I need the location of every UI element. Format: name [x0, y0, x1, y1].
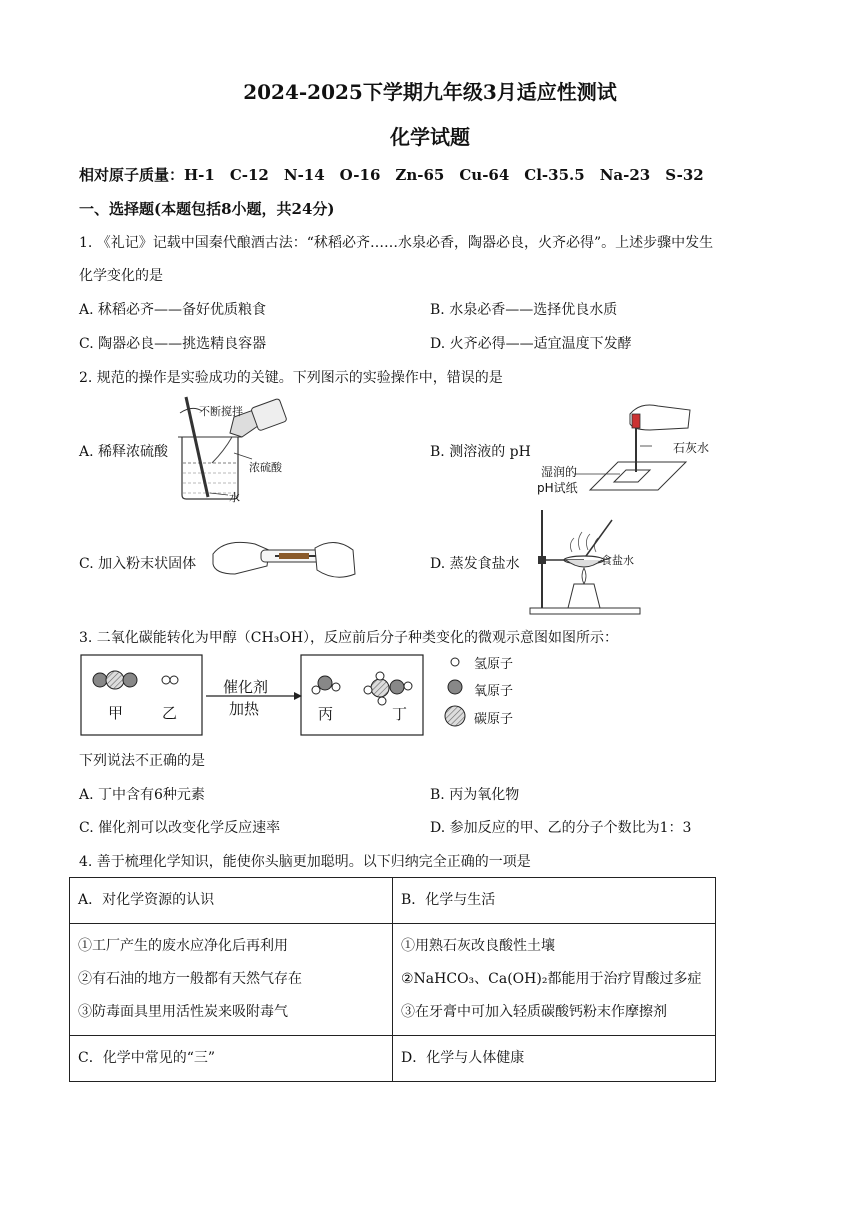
list-item: ①工厂产生的废水应净化后再利用 [78, 938, 288, 954]
fig-a-stir-label: 不断搅拌 [199, 405, 243, 418]
q3-option-d: D. 参加反应的甲、乙的分子个数比为1：3 [430, 820, 692, 836]
q1-option-d: D. 火齐必得——适宜温度下发酵 [430, 336, 632, 352]
label-yi: 乙 [162, 704, 178, 722]
q4-cell-b-items [393, 924, 716, 1036]
fig-b-paper-label: pH试纸 [537, 481, 578, 495]
label-bing: 丙 [318, 705, 334, 723]
label-heat: 加热 [229, 700, 260, 718]
q4-cell-d-head: D．化学与人体健康 [393, 1036, 716, 1082]
figure-add-powder [205, 530, 360, 590]
q1-option-c: C. 陶器必良——挑选精良容器 [79, 336, 267, 352]
q3-lead: 下列说法不正确的是 [79, 753, 205, 769]
q3-option-b: B. 丙为氧化物 [430, 787, 520, 803]
q4-cell-a-head: A．对化学资源的认识 [70, 878, 393, 924]
fig-b-wet-label: 湿润的 [541, 465, 578, 479]
section-heading: 一、选择题(本题包括8小题，共24分) [79, 200, 335, 218]
q2-stem: 2. 规范的操作是实验成功的关键。下列图示的实验操作中，错误的是 [79, 370, 503, 386]
label-catalyst: 催化剂 [223, 678, 269, 696]
q4-table [69, 877, 716, 1082]
q2-option-b: B. 测溶液的 pH [430, 444, 531, 460]
q3-option-a: A. 丁中含有6种元素 [79, 787, 205, 803]
page-subtitle: 化学试题 [390, 125, 470, 149]
q3-stem: 3. 二氧化碳能转化为甲醇（CH₃OH），反应前后分子种类变化的微观示意图如图所示： [79, 630, 619, 646]
q1-stem-line1: 1. 《礼记》记载中国秦代酿酒古法：“秫稻必齐……水泉必香，陶器必良，火齐必得”。上述步骤中发生 [79, 235, 714, 251]
legend-hydrogen: 氢原子 [474, 657, 514, 672]
q2-option-c: C. 加入粉末状固体 [79, 556, 197, 572]
q4-cell-b-head: B．化学与生活 [393, 878, 716, 924]
q2-option-a: A. 稀释浓硫酸 [79, 444, 169, 460]
legend-oxygen: 氧原子 [474, 684, 514, 699]
reaction-diagram [80, 654, 525, 736]
q1-stem-line2: 化学变化的是 [79, 268, 163, 284]
fig-a-water-label: 水 [229, 491, 240, 504]
list-item: ②NaHCO₃、Ca(OH)₂都能用于治疗胃酸过多症 [401, 971, 702, 987]
q2-option-d: D. 蒸发食盐水 [430, 556, 520, 572]
q4-cell-a-items [70, 924, 393, 1036]
list-item: ①用熟石灰改良酸性土壤 [401, 938, 555, 954]
q4-stem: 4. 善于梳理化学知识，能使你头脑更加聪明。以下归纳完全正确的一项是 [79, 854, 531, 870]
page-title: 2024-2025下学期九年级3月适应性测试 [243, 80, 617, 104]
fig-a-acid-label: 浓硫酸 [249, 461, 282, 474]
q1-option-b: B. 水泉必香——选择优良水质 [430, 302, 618, 318]
legend-carbon: 碳原子 [474, 712, 514, 727]
label-ding: 丁 [392, 705, 408, 723]
list-item: ②有石油的地方一般都有天然气存在 [78, 971, 302, 987]
list-item: ③防毒面具里用活性炭来吸附毒气 [78, 1004, 288, 1020]
q1-option-a: A. 秫稻必齐——备好优质粮食 [79, 302, 267, 318]
fig-b-limewater-label: 石灰水 [673, 441, 710, 455]
label-jia: 甲 [108, 704, 124, 722]
list-item: ③在牙膏中可加入轻质碳酸钙粉末作摩擦剂 [401, 1004, 667, 1020]
fig-d-salt-label: 食盐水 [601, 554, 634, 567]
q4-cell-c-head: C．化学中常见的“三” [70, 1036, 393, 1082]
q3-option-c: C. 催化剂可以改变化学反应速率 [79, 820, 281, 836]
atomic-mass-line: 相对原子质量：H-1 C-12 N-14 O-16 Zn-65 Cu-64 Cl-35.5 Na-23 S-32 [79, 166, 704, 184]
